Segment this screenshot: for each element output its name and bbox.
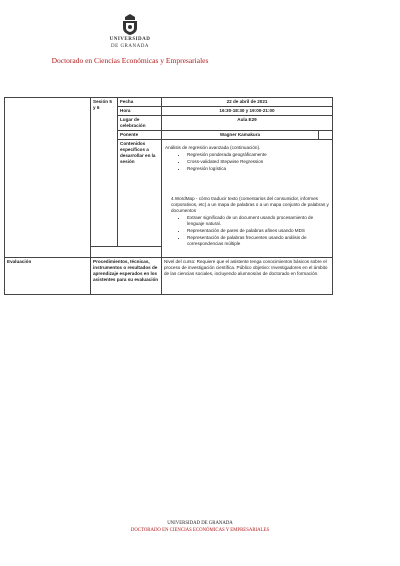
ponente-empty-cell bbox=[319, 131, 333, 140]
list-item: • Cross-validated Stepwise Regression bbox=[187, 159, 329, 165]
list-item: • Representación de palabras frecuentes usando análisis de correspondencias múltiple bbox=[187, 235, 329, 247]
session-contents bbox=[162, 140, 333, 258]
evaluation-procedures-label: Procedimientos, técnicas, instrumentos o resultados de aprendizaje esperados en los asistentes para su evaluación bbox=[91, 258, 162, 295]
wordmap-title: 4.WordMap - cómo traducir texto (comentarios del consumidor, informes corporativos, etc) a un mapa de palabras o a un mapa conjunto de palabras y documentos bbox=[171, 196, 329, 213]
list-item: • Representación de pares de palabras afines usando MDS bbox=[187, 228, 329, 234]
fecha-value: 22 de abril de 2021 bbox=[162, 98, 333, 107]
hora-value: 16:30-18:30 y 19:00-21:00 bbox=[162, 107, 333, 116]
regression-topics-list bbox=[165, 152, 329, 172]
lugar-value: Aula E29 bbox=[162, 116, 333, 131]
fecha-label: Fecha bbox=[118, 98, 162, 107]
ponente-value: Wagner Kamakura bbox=[162, 131, 319, 140]
empty-under-label-cell bbox=[91, 247, 162, 258]
empty-left-cell bbox=[5, 98, 91, 258]
crest-icon bbox=[121, 14, 139, 36]
contents-intro: Análisis de regresión avanzada (continuación). bbox=[165, 145, 261, 150]
list-item: • Regresión logística bbox=[187, 166, 329, 172]
lugar-label: Lugar de celebración bbox=[118, 116, 162, 131]
program-title: Doctorado en Ciencias Económicas y Empresariales bbox=[51, 56, 209, 65]
evaluation-label: Evaluación bbox=[5, 258, 91, 295]
footer-university: UNIVERSIDAD DE GRANADA bbox=[167, 521, 233, 526]
session-table bbox=[4, 97, 333, 295]
ponente-label: Ponente bbox=[118, 131, 162, 140]
hora-label: Hora bbox=[118, 107, 162, 116]
evaluation-text: Nivel del curso: Requiere que el asistente tenga conocimientos básicos sobre el proceso de investigación científica. Público objetivo: Investigadores en el ámbito de las ciencias sociales, incluyendo alumnos/as de doctorado en formación. bbox=[162, 258, 333, 295]
list-item: • Regresión ponderada geográficamente bbox=[187, 152, 329, 158]
footer-program: DOCTORADO EN CIENCIAS ECONÓMICAS Y EMPRESARIALES bbox=[130, 528, 270, 533]
list-item: • Extraer significado de un document usando procesamiento de lenguaje natural. bbox=[187, 215, 329, 227]
university-logo bbox=[112, 14, 148, 36]
contenidos-label: Contenidos específicos a desarrollar en la sesión bbox=[118, 140, 162, 247]
wordmap-topics-list bbox=[165, 215, 329, 247]
session-label: Sesión 5 y 6 bbox=[91, 98, 118, 247]
university-name-line2: DE GRANADA bbox=[111, 44, 149, 49]
university-name-line1: UNIVERSIDAD bbox=[109, 37, 151, 42]
